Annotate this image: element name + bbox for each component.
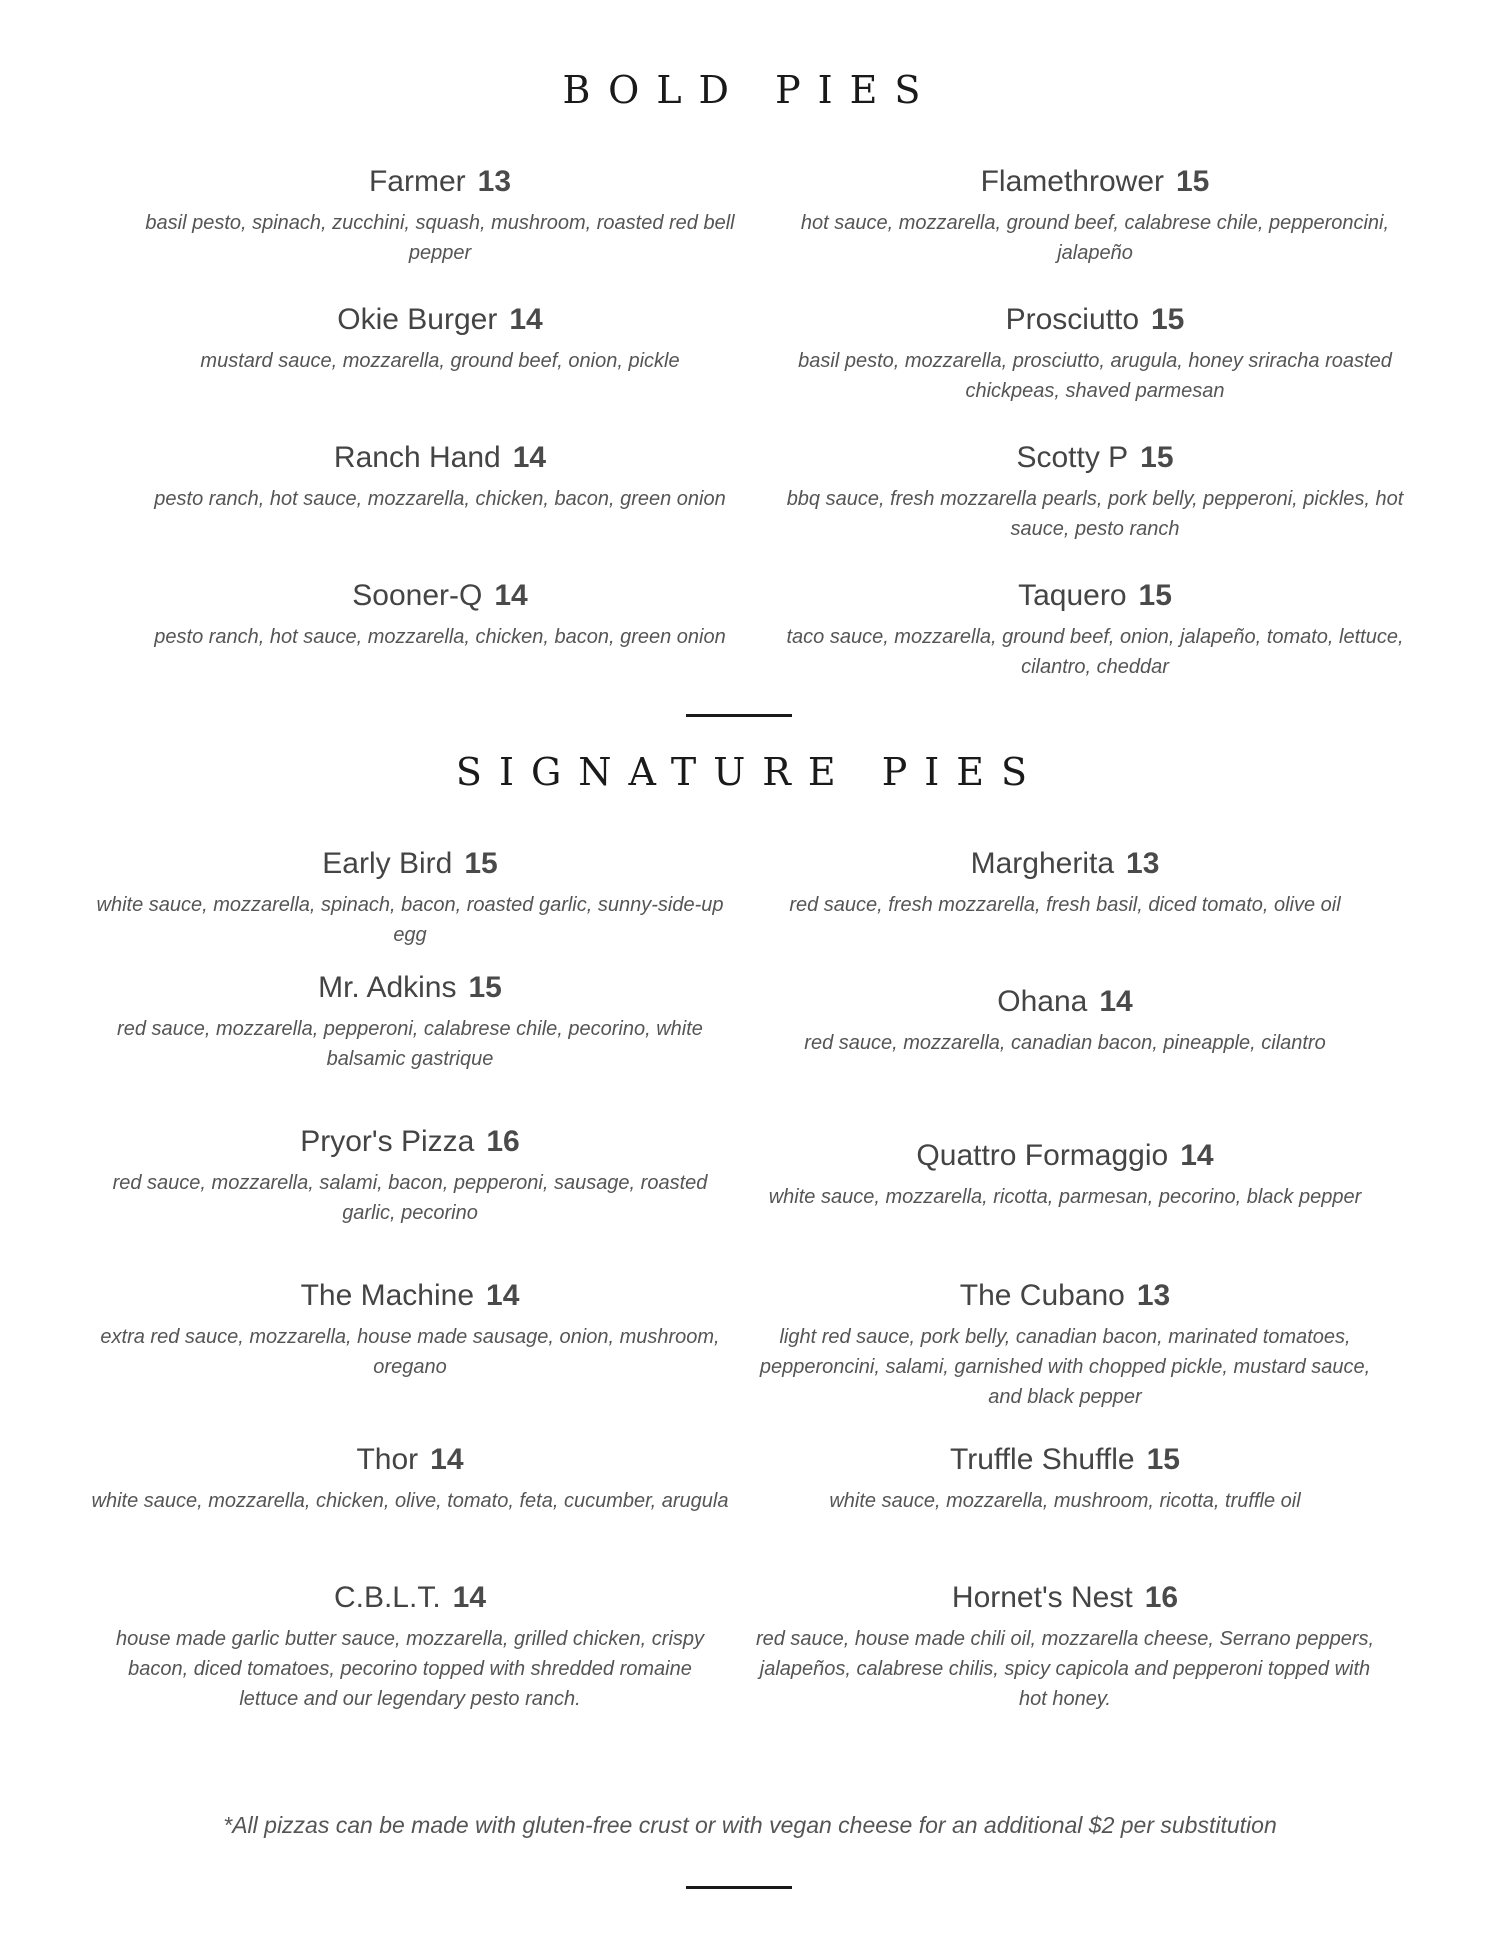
menu-item-truffle-shuffle [745, 1442, 1385, 1516]
item-name: Ranch Hand [333, 441, 501, 474]
item-description: white sauce, mozzarella, chicken, olive, tomato, feta, cucumber, arugula [91, 1490, 729, 1512]
menu-item-ranch-hand [135, 440, 745, 514]
item-price: 15 [1176, 165, 1210, 198]
item-description: red sauce, mozzarella, pepperoni, calabrese chile, pecorino, white balsamic gastrique [117, 1018, 703, 1070]
item-price: 13 [1136, 1279, 1171, 1312]
item-price: 14 [1180, 1139, 1214, 1172]
menu-item-cblt [100, 1580, 720, 1714]
menu-item-the-machine [90, 1278, 730, 1382]
bottom-divider [686, 1886, 792, 1889]
item-price: 16 [1144, 1581, 1179, 1614]
item-description: white sauce, mozzarella, spinach, bacon, roasted garlic, sunny-side-up egg [96, 894, 724, 946]
menu-item-flamethrower [780, 164, 1410, 268]
item-description: basil pesto, spinach, zucchini, squash, mushroom, roasted red bell pepper [145, 212, 735, 264]
item-price: 15 [468, 971, 502, 1004]
item-price: 14 [452, 1581, 487, 1614]
item-description: pesto ranch, hot sauce, mozzarella, chicken, bacon, green onion [154, 626, 726, 648]
item-name: Sooner-Q [352, 579, 483, 612]
item-name: The Cubano [959, 1279, 1125, 1312]
item-price: 14 [494, 579, 528, 612]
menu-item-mr-adkins [100, 970, 720, 1074]
menu-item-farmer [135, 164, 745, 268]
menu-item-pryors-pizza [100, 1124, 720, 1228]
item-price: 14 [509, 303, 543, 336]
item-price: 14 [512, 441, 547, 474]
menu-item-scotty-p [770, 440, 1420, 544]
item-description: red sauce, fresh mozzarella, fresh basil, diced tomato, olive oil [789, 894, 1341, 916]
menu-item-thor [70, 1442, 750, 1516]
item-name: Pryor's Pizza [300, 1125, 475, 1158]
menu-item-taquero [770, 578, 1420, 682]
item-name: Scotty P [1016, 441, 1129, 474]
item-name: Prosciutto [1005, 303, 1139, 336]
item-price: 15 [1146, 1443, 1180, 1476]
menu-item-ohana [745, 984, 1385, 1058]
item-price: 15 [1151, 303, 1185, 336]
bold-pies-title: BOLD PIES [562, 68, 938, 112]
item-price: 15 [1138, 579, 1172, 612]
item-description: red sauce, house made chili oil, mozzarella cheese, Serrano peppers, jalapeños, calabrese chilis, spicy capicola and pepperoni topped with hot honey. [755, 1628, 1375, 1710]
item-name: Margherita [970, 847, 1115, 880]
menu-item-quattro-formaggio [745, 1138, 1385, 1212]
item-description: hot sauce, mozzarella, ground beef, calabrese chile, pepperoncini, jalapeño [800, 212, 1390, 264]
item-price: 13 [477, 165, 512, 198]
menu-item-the-cubano [745, 1278, 1385, 1412]
item-price: 14 [430, 1443, 464, 1476]
item-price: 13 [1126, 847, 1160, 880]
item-name: Flamethrower [980, 165, 1164, 198]
menu-item-okie-burger [135, 302, 745, 376]
item-price: 15 [464, 847, 498, 880]
item-name: Taquero [1018, 579, 1127, 612]
section-divider [686, 714, 792, 717]
item-description: white sauce, mozzarella, ricotta, parmesan, pecorino, black pepper [768, 1186, 1362, 1208]
item-name: Quattro Formaggio [916, 1139, 1169, 1172]
menu-item-hornets-nest [745, 1580, 1385, 1714]
item-price: 15 [1140, 441, 1174, 474]
item-name: C.B.L.T. [333, 1581, 441, 1614]
menu-item-prosciutto [780, 302, 1410, 406]
item-price: 14 [1099, 985, 1133, 1018]
item-description: bbq sauce, fresh mozzarella pearls, pork belly, pepperoni, pickles, hot sauce, pesto ranch [786, 488, 1404, 540]
item-description: taco sauce, mozzarella, ground beef, onion, jalapeño, tomato, lettuce, cilantro, cheddar [786, 626, 1404, 678]
item-name: Truffle Shuffle [950, 1443, 1135, 1476]
item-price: 14 [486, 1279, 520, 1312]
item-price: 16 [486, 1125, 520, 1158]
item-description: white sauce, mozzarella, mushroom, ricotta, truffle oil [829, 1490, 1301, 1512]
item-name: Ohana [997, 985, 1088, 1018]
item-description: red sauce, mozzarella, salami, bacon, pepperoni, sausage, roasted garlic, pecorino [112, 1172, 708, 1224]
menu-item-sooner-q [135, 578, 745, 652]
menu-item-early-bird [80, 846, 740, 950]
substitution-footnote: *All pizzas can be made with gluten-free crust or with vegan cheese for an additional $2 per substitution [223, 1812, 1277, 1838]
item-name: Farmer [368, 165, 466, 198]
item-name: The Machine [300, 1279, 475, 1312]
menu-item-margherita [745, 846, 1385, 920]
item-description: pesto ranch, hot sauce, mozzarella, chicken, bacon, green onion [154, 488, 726, 510]
item-name: Okie Burger [337, 303, 498, 336]
item-name: Hornet's Nest [951, 1581, 1133, 1614]
item-name: Early Bird [322, 847, 453, 880]
item-description: house made garlic butter sauce, mozzarella, grilled chicken, crispy bacon, diced tomatoes, pecorino topped with shredded romaine lettuce and our legendary pesto ranch. [115, 1628, 705, 1710]
item-description: extra red sauce, mozzarella, house made sausage, onion, mushroom, oregano [100, 1326, 720, 1378]
item-name: Thor [356, 1443, 419, 1476]
item-description: light red sauce, pork belly, canadian bacon, marinated tomatoes, pepperoncini, salami, garnished with chopped pickle, mustard sauce, and black pepper [759, 1326, 1371, 1408]
item-description: basil pesto, mozzarella, prosciutto, arugula, honey sriracha roasted chickpeas, shaved parmesan [798, 350, 1392, 402]
item-name: Mr. Adkins [318, 971, 457, 1004]
signature-pies-title: SIGNATURE PIES [455, 750, 1045, 794]
item-description: mustard sauce, mozzarella, ground beef, onion, pickle [200, 350, 680, 372]
item-description: red sauce, mozzarella, canadian bacon, pineapple, cilantro [804, 1032, 1326, 1054]
